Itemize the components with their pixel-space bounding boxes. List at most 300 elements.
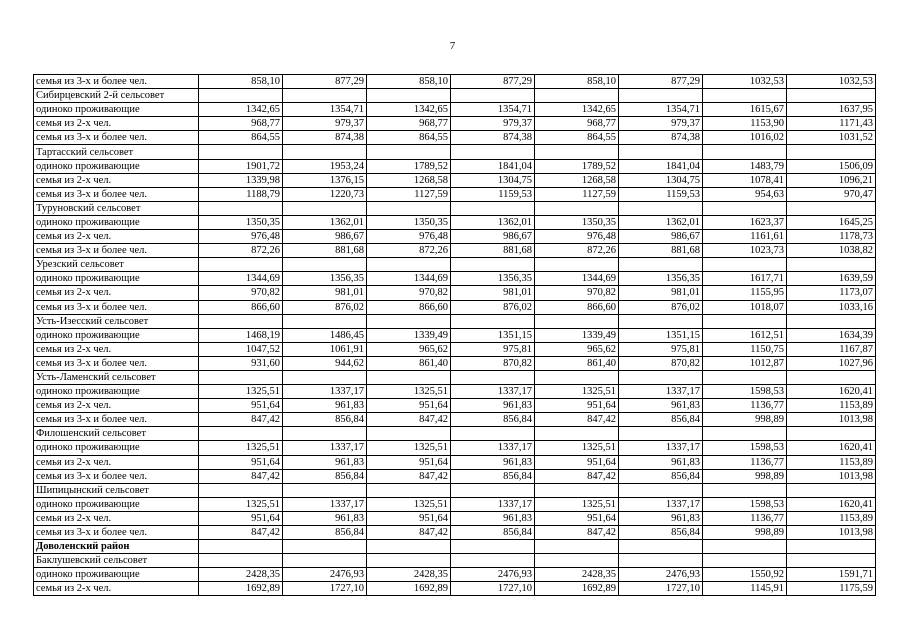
value-cell: 951,64 [535, 399, 619, 413]
value-cell: 1136,77 [703, 399, 787, 413]
value-cell: 1167,87 [787, 342, 876, 356]
value-cell [703, 370, 787, 384]
table-row [34, 399, 876, 413]
value-cell [283, 427, 367, 441]
row-label: одиноко проживающие [34, 103, 199, 117]
value-cell: 961,83 [619, 399, 703, 413]
value-cell: 1013,98 [787, 526, 876, 540]
section-header-row [34, 314, 876, 328]
value-cell: 1032,53 [787, 75, 876, 89]
table-row [34, 497, 876, 511]
value-cell: 1468,19 [199, 328, 283, 342]
value-cell: 1013,98 [787, 469, 876, 483]
row-label: семья из 3-х и более чел. [34, 526, 199, 540]
value-cell: 1304,75 [451, 173, 535, 187]
value-cell [619, 427, 703, 441]
value-cell: 981,01 [283, 286, 367, 300]
value-cell [451, 370, 535, 384]
value-cell [283, 201, 367, 215]
value-cell: 1032,53 [703, 75, 787, 89]
table-row [34, 328, 876, 342]
value-cell: 975,81 [451, 342, 535, 356]
row-label: одиноко проживающие [34, 497, 199, 511]
value-cell: 856,84 [283, 526, 367, 540]
table-row [34, 131, 876, 145]
value-cell: 1342,65 [367, 103, 451, 117]
value-cell: 1013,98 [787, 413, 876, 427]
section-header-row [34, 483, 876, 497]
value-cell: 1061,91 [283, 342, 367, 356]
value-cell: 1096,21 [787, 173, 876, 187]
value-cell: 1634,39 [787, 328, 876, 342]
value-cell: 876,02 [451, 300, 535, 314]
value-cell: 1620,41 [787, 441, 876, 455]
value-cell: 1153,90 [703, 117, 787, 131]
value-cell: 847,42 [535, 526, 619, 540]
value-cell: 872,26 [535, 244, 619, 258]
value-cell [367, 554, 451, 568]
value-cell: 1304,75 [619, 173, 703, 187]
value-cell: 1623,37 [703, 215, 787, 229]
value-cell: 1188,79 [199, 187, 283, 201]
value-cell: 1268,58 [535, 173, 619, 187]
value-cell: 976,48 [535, 230, 619, 244]
value-cell: 874,38 [283, 131, 367, 145]
value-cell: 861,40 [535, 356, 619, 370]
value-cell: 1325,51 [199, 385, 283, 399]
value-cell [703, 258, 787, 272]
value-cell: 1350,35 [535, 215, 619, 229]
table-row [34, 272, 876, 286]
value-cell: 866,60 [199, 300, 283, 314]
value-cell [283, 258, 367, 272]
value-cell: 1337,17 [619, 441, 703, 455]
row-label: семья из 3-х и более чел. [34, 413, 199, 427]
value-cell: 2428,35 [199, 568, 283, 582]
value-cell [703, 483, 787, 497]
section-header-row [34, 258, 876, 272]
value-cell: 847,42 [367, 413, 451, 427]
value-cell: 970,82 [367, 286, 451, 300]
value-cell: 1692,89 [199, 582, 283, 596]
table-row [34, 75, 876, 89]
council-name: Усть-Изесский сельсовет [34, 314, 199, 328]
section-header-row [34, 427, 876, 441]
value-cell: 856,84 [451, 526, 535, 540]
row-label: одиноко проживающие [34, 215, 199, 229]
table-row [34, 244, 876, 258]
value-cell [703, 554, 787, 568]
value-cell [787, 314, 876, 328]
value-cell: 1153,89 [787, 511, 876, 525]
value-cell: 1337,17 [619, 497, 703, 511]
value-cell: 1692,89 [367, 582, 451, 596]
value-cell: 981,01 [451, 286, 535, 300]
value-cell: 1841,04 [619, 159, 703, 173]
value-cell [703, 427, 787, 441]
value-cell: 1362,01 [283, 215, 367, 229]
value-cell [619, 483, 703, 497]
value-cell: 2476,93 [619, 568, 703, 582]
value-cell: 1150,75 [703, 342, 787, 356]
value-cell: 2476,93 [283, 568, 367, 582]
value-cell [703, 201, 787, 215]
table-row [34, 187, 876, 201]
value-cell: 1153,89 [787, 399, 876, 413]
value-cell: 1598,53 [703, 385, 787, 399]
value-cell [199, 258, 283, 272]
value-cell [787, 145, 876, 159]
value-cell: 870,82 [619, 356, 703, 370]
row-label: семья из 2-х чел. [34, 399, 199, 413]
row-label: семья из 3-х и более чел. [34, 187, 199, 201]
value-cell: 856,84 [619, 526, 703, 540]
value-cell: 1789,52 [367, 159, 451, 173]
value-cell [787, 554, 876, 568]
value-cell [283, 89, 367, 103]
value-cell: 968,77 [535, 117, 619, 131]
value-cell [619, 314, 703, 328]
value-cell: 1078,41 [703, 173, 787, 187]
value-cell: 1953,24 [283, 159, 367, 173]
value-cell: 1325,51 [199, 497, 283, 511]
value-cell: 1325,51 [367, 385, 451, 399]
value-cell: 1159,53 [619, 187, 703, 201]
value-cell [535, 427, 619, 441]
value-cell: 1127,59 [535, 187, 619, 201]
value-cell [535, 145, 619, 159]
value-cell [451, 89, 535, 103]
council-name: Сибирцевский 2-й сельсовет [34, 89, 199, 103]
value-cell: 979,37 [619, 117, 703, 131]
value-cell: 1325,51 [535, 497, 619, 511]
row-label: семья из 3-х и более чел. [34, 75, 199, 89]
page-number: 7 [449, 40, 456, 52]
value-cell: 1598,53 [703, 441, 787, 455]
section-header-row [34, 145, 876, 159]
table-row [34, 455, 876, 469]
value-cell: 965,62 [535, 342, 619, 356]
value-cell: 856,84 [619, 413, 703, 427]
value-cell: 961,83 [451, 511, 535, 525]
value-cell: 1031,52 [787, 131, 876, 145]
table-row [34, 441, 876, 455]
value-cell: 1173,07 [787, 286, 876, 300]
value-cell: 856,84 [619, 469, 703, 483]
value-cell: 951,64 [199, 399, 283, 413]
value-cell: 1337,17 [451, 497, 535, 511]
value-cell [787, 540, 876, 554]
table-row [34, 385, 876, 399]
value-cell: 1550,92 [703, 568, 787, 582]
value-cell: 864,55 [199, 131, 283, 145]
value-cell: 1344,69 [535, 272, 619, 286]
value-cell [283, 554, 367, 568]
value-cell: 847,42 [199, 413, 283, 427]
value-cell [535, 370, 619, 384]
table-row [34, 511, 876, 525]
value-cell: 877,29 [619, 75, 703, 89]
value-cell [367, 145, 451, 159]
value-cell: 856,84 [451, 413, 535, 427]
value-cell: 986,67 [283, 230, 367, 244]
row-label: одиноко проживающие [34, 385, 199, 399]
row-label: семья из 2-х чел. [34, 342, 199, 356]
value-cell: 1038,82 [787, 244, 876, 258]
value-cell [535, 89, 619, 103]
value-cell: 1351,15 [451, 328, 535, 342]
value-cell: 1337,17 [619, 385, 703, 399]
council-name: Урезский сельсовет [34, 258, 199, 272]
value-cell [283, 370, 367, 384]
council-name: Туруновский сельсовет [34, 201, 199, 215]
value-cell: 1136,77 [703, 511, 787, 525]
table-row [34, 568, 876, 582]
value-cell: 1171,43 [787, 117, 876, 131]
value-cell: 1342,65 [535, 103, 619, 117]
value-cell: 975,81 [619, 342, 703, 356]
section-header-row [34, 370, 876, 384]
value-cell: 968,77 [199, 117, 283, 131]
value-cell: 1016,02 [703, 131, 787, 145]
value-cell: 979,37 [451, 117, 535, 131]
value-cell [451, 258, 535, 272]
value-cell: 861,40 [367, 356, 451, 370]
value-cell [619, 145, 703, 159]
value-cell: 1841,04 [451, 159, 535, 173]
value-cell: 1615,67 [703, 103, 787, 117]
district-name: Доволенский район [34, 540, 199, 554]
value-cell: 981,01 [619, 286, 703, 300]
council-name: Шипицынский сельсовет [34, 483, 199, 497]
value-cell: 961,83 [283, 399, 367, 413]
value-cell: 961,83 [619, 455, 703, 469]
value-cell: 986,67 [619, 230, 703, 244]
value-cell: 1356,35 [619, 272, 703, 286]
row-label: семья из 2-х чел. [34, 173, 199, 187]
value-cell: 1145,91 [703, 582, 787, 596]
value-cell: 1612,51 [703, 328, 787, 342]
value-cell: 1356,35 [451, 272, 535, 286]
value-cell: 1127,59 [367, 187, 451, 201]
value-cell: 951,64 [367, 511, 451, 525]
value-cell: 1159,53 [451, 187, 535, 201]
value-cell: 1337,17 [283, 497, 367, 511]
value-cell: 961,83 [283, 511, 367, 525]
value-cell [451, 201, 535, 215]
value-cell: 864,55 [367, 131, 451, 145]
value-cell: 866,60 [367, 300, 451, 314]
value-cell: 1637,95 [787, 103, 876, 117]
row-label: семья из 3-х и более чел. [34, 469, 199, 483]
value-cell: 881,68 [451, 244, 535, 258]
tariff-table [33, 74, 876, 596]
value-cell [199, 370, 283, 384]
value-cell [283, 540, 367, 554]
value-cell [367, 314, 451, 328]
row-label: семья из 3-х и более чел. [34, 244, 199, 258]
value-cell: 1325,51 [535, 385, 619, 399]
table-body [34, 75, 876, 596]
value-cell [199, 145, 283, 159]
value-cell [619, 540, 703, 554]
value-cell: 856,84 [451, 469, 535, 483]
row-label: семья из 2-х чел. [34, 117, 199, 131]
value-cell: 1337,17 [451, 385, 535, 399]
row-label: семья из 2-х чел. [34, 511, 199, 525]
value-cell: 1362,01 [619, 215, 703, 229]
value-cell: 1325,51 [367, 497, 451, 511]
row-label: одиноко проживающие [34, 441, 199, 455]
value-cell: 1337,17 [283, 441, 367, 455]
value-cell: 976,48 [367, 230, 451, 244]
value-cell: 874,38 [619, 131, 703, 145]
section-header-row [34, 89, 876, 103]
value-cell: 858,10 [367, 75, 451, 89]
value-cell: 858,10 [535, 75, 619, 89]
value-cell [199, 201, 283, 215]
value-cell: 970,82 [535, 286, 619, 300]
value-cell [703, 145, 787, 159]
value-cell: 856,84 [283, 413, 367, 427]
value-cell: 1506,09 [787, 159, 876, 173]
value-cell: 847,42 [367, 526, 451, 540]
value-cell: 1178,73 [787, 230, 876, 244]
table-row [34, 103, 876, 117]
value-cell: 968,77 [367, 117, 451, 131]
value-cell: 961,83 [283, 455, 367, 469]
value-cell: 1350,35 [367, 215, 451, 229]
value-cell [451, 540, 535, 554]
value-cell [619, 554, 703, 568]
value-cell: 847,42 [199, 469, 283, 483]
value-cell: 1344,69 [367, 272, 451, 286]
council-name: Филошенский сельсовет [34, 427, 199, 441]
value-cell: 864,55 [535, 131, 619, 145]
table-row [34, 413, 876, 427]
value-cell: 858,10 [199, 75, 283, 89]
value-cell: 847,42 [535, 413, 619, 427]
value-cell: 876,02 [283, 300, 367, 314]
value-cell [199, 89, 283, 103]
value-cell [367, 201, 451, 215]
value-cell: 1356,35 [283, 272, 367, 286]
value-cell [283, 314, 367, 328]
value-cell [787, 427, 876, 441]
value-cell: 1354,71 [451, 103, 535, 117]
value-cell: 866,60 [535, 300, 619, 314]
table-row [34, 173, 876, 187]
value-cell: 1337,17 [283, 385, 367, 399]
value-cell: 1645,25 [787, 215, 876, 229]
value-cell: 874,38 [451, 131, 535, 145]
value-cell: 877,29 [451, 75, 535, 89]
value-cell: 1161,61 [703, 230, 787, 244]
value-cell: 881,68 [619, 244, 703, 258]
value-cell: 1339,98 [199, 173, 283, 187]
value-cell: 1376,15 [283, 173, 367, 187]
value-cell: 1354,71 [619, 103, 703, 117]
value-cell: 1620,41 [787, 497, 876, 511]
table-row [34, 469, 876, 483]
value-cell [619, 201, 703, 215]
value-cell: 847,42 [199, 526, 283, 540]
value-cell: 1153,89 [787, 455, 876, 469]
table-row [34, 159, 876, 173]
value-cell: 2476,93 [451, 568, 535, 582]
value-cell: 872,26 [199, 244, 283, 258]
value-cell: 1591,71 [787, 568, 876, 582]
value-cell [535, 483, 619, 497]
value-cell [787, 201, 876, 215]
table-row [34, 342, 876, 356]
value-cell [283, 145, 367, 159]
value-cell: 1727,10 [451, 582, 535, 596]
value-cell: 1023,73 [703, 244, 787, 258]
row-label: одиноко проживающие [34, 328, 199, 342]
value-cell: 951,64 [535, 511, 619, 525]
value-cell [367, 258, 451, 272]
value-cell: 876,02 [619, 300, 703, 314]
value-cell: 1483,79 [703, 159, 787, 173]
value-cell: 998,89 [703, 469, 787, 483]
value-cell [619, 258, 703, 272]
value-cell: 1268,58 [367, 173, 451, 187]
value-cell [535, 201, 619, 215]
row-label: одиноко проживающие [34, 272, 199, 286]
value-cell: 951,64 [199, 455, 283, 469]
value-cell: 1012,87 [703, 356, 787, 370]
value-cell: 1325,51 [367, 441, 451, 455]
value-cell: 1727,10 [283, 582, 367, 596]
value-cell: 1354,71 [283, 103, 367, 117]
value-cell: 1047,52 [199, 342, 283, 356]
value-cell: 1033,16 [787, 300, 876, 314]
value-cell [535, 540, 619, 554]
value-cell [451, 554, 535, 568]
value-cell [451, 483, 535, 497]
value-cell: 1337,17 [451, 441, 535, 455]
value-cell: 1620,41 [787, 385, 876, 399]
value-cell [535, 554, 619, 568]
row-label: одиноко проживающие [34, 568, 199, 582]
value-cell: 1351,15 [619, 328, 703, 342]
value-cell: 970,82 [199, 286, 283, 300]
value-cell: 1136,77 [703, 455, 787, 469]
value-cell [787, 483, 876, 497]
value-cell: 1362,01 [451, 215, 535, 229]
value-cell: 961,83 [451, 399, 535, 413]
value-cell: 976,48 [199, 230, 283, 244]
value-cell: 1342,65 [199, 103, 283, 117]
value-cell: 951,64 [535, 455, 619, 469]
value-cell: 951,64 [367, 455, 451, 469]
value-cell: 877,29 [283, 75, 367, 89]
value-cell: 1018,07 [703, 300, 787, 314]
value-cell: 872,26 [367, 244, 451, 258]
value-cell: 856,84 [283, 469, 367, 483]
value-cell: 1692,89 [535, 582, 619, 596]
value-cell: 1027,96 [787, 356, 876, 370]
value-cell [199, 314, 283, 328]
row-label: семья из 3-х и более чел. [34, 131, 199, 145]
value-cell: 1486,45 [283, 328, 367, 342]
value-cell: 1339,49 [535, 328, 619, 342]
value-cell: 2428,35 [367, 568, 451, 582]
value-cell [703, 540, 787, 554]
value-cell: 954,63 [703, 187, 787, 201]
value-cell: 847,42 [367, 469, 451, 483]
